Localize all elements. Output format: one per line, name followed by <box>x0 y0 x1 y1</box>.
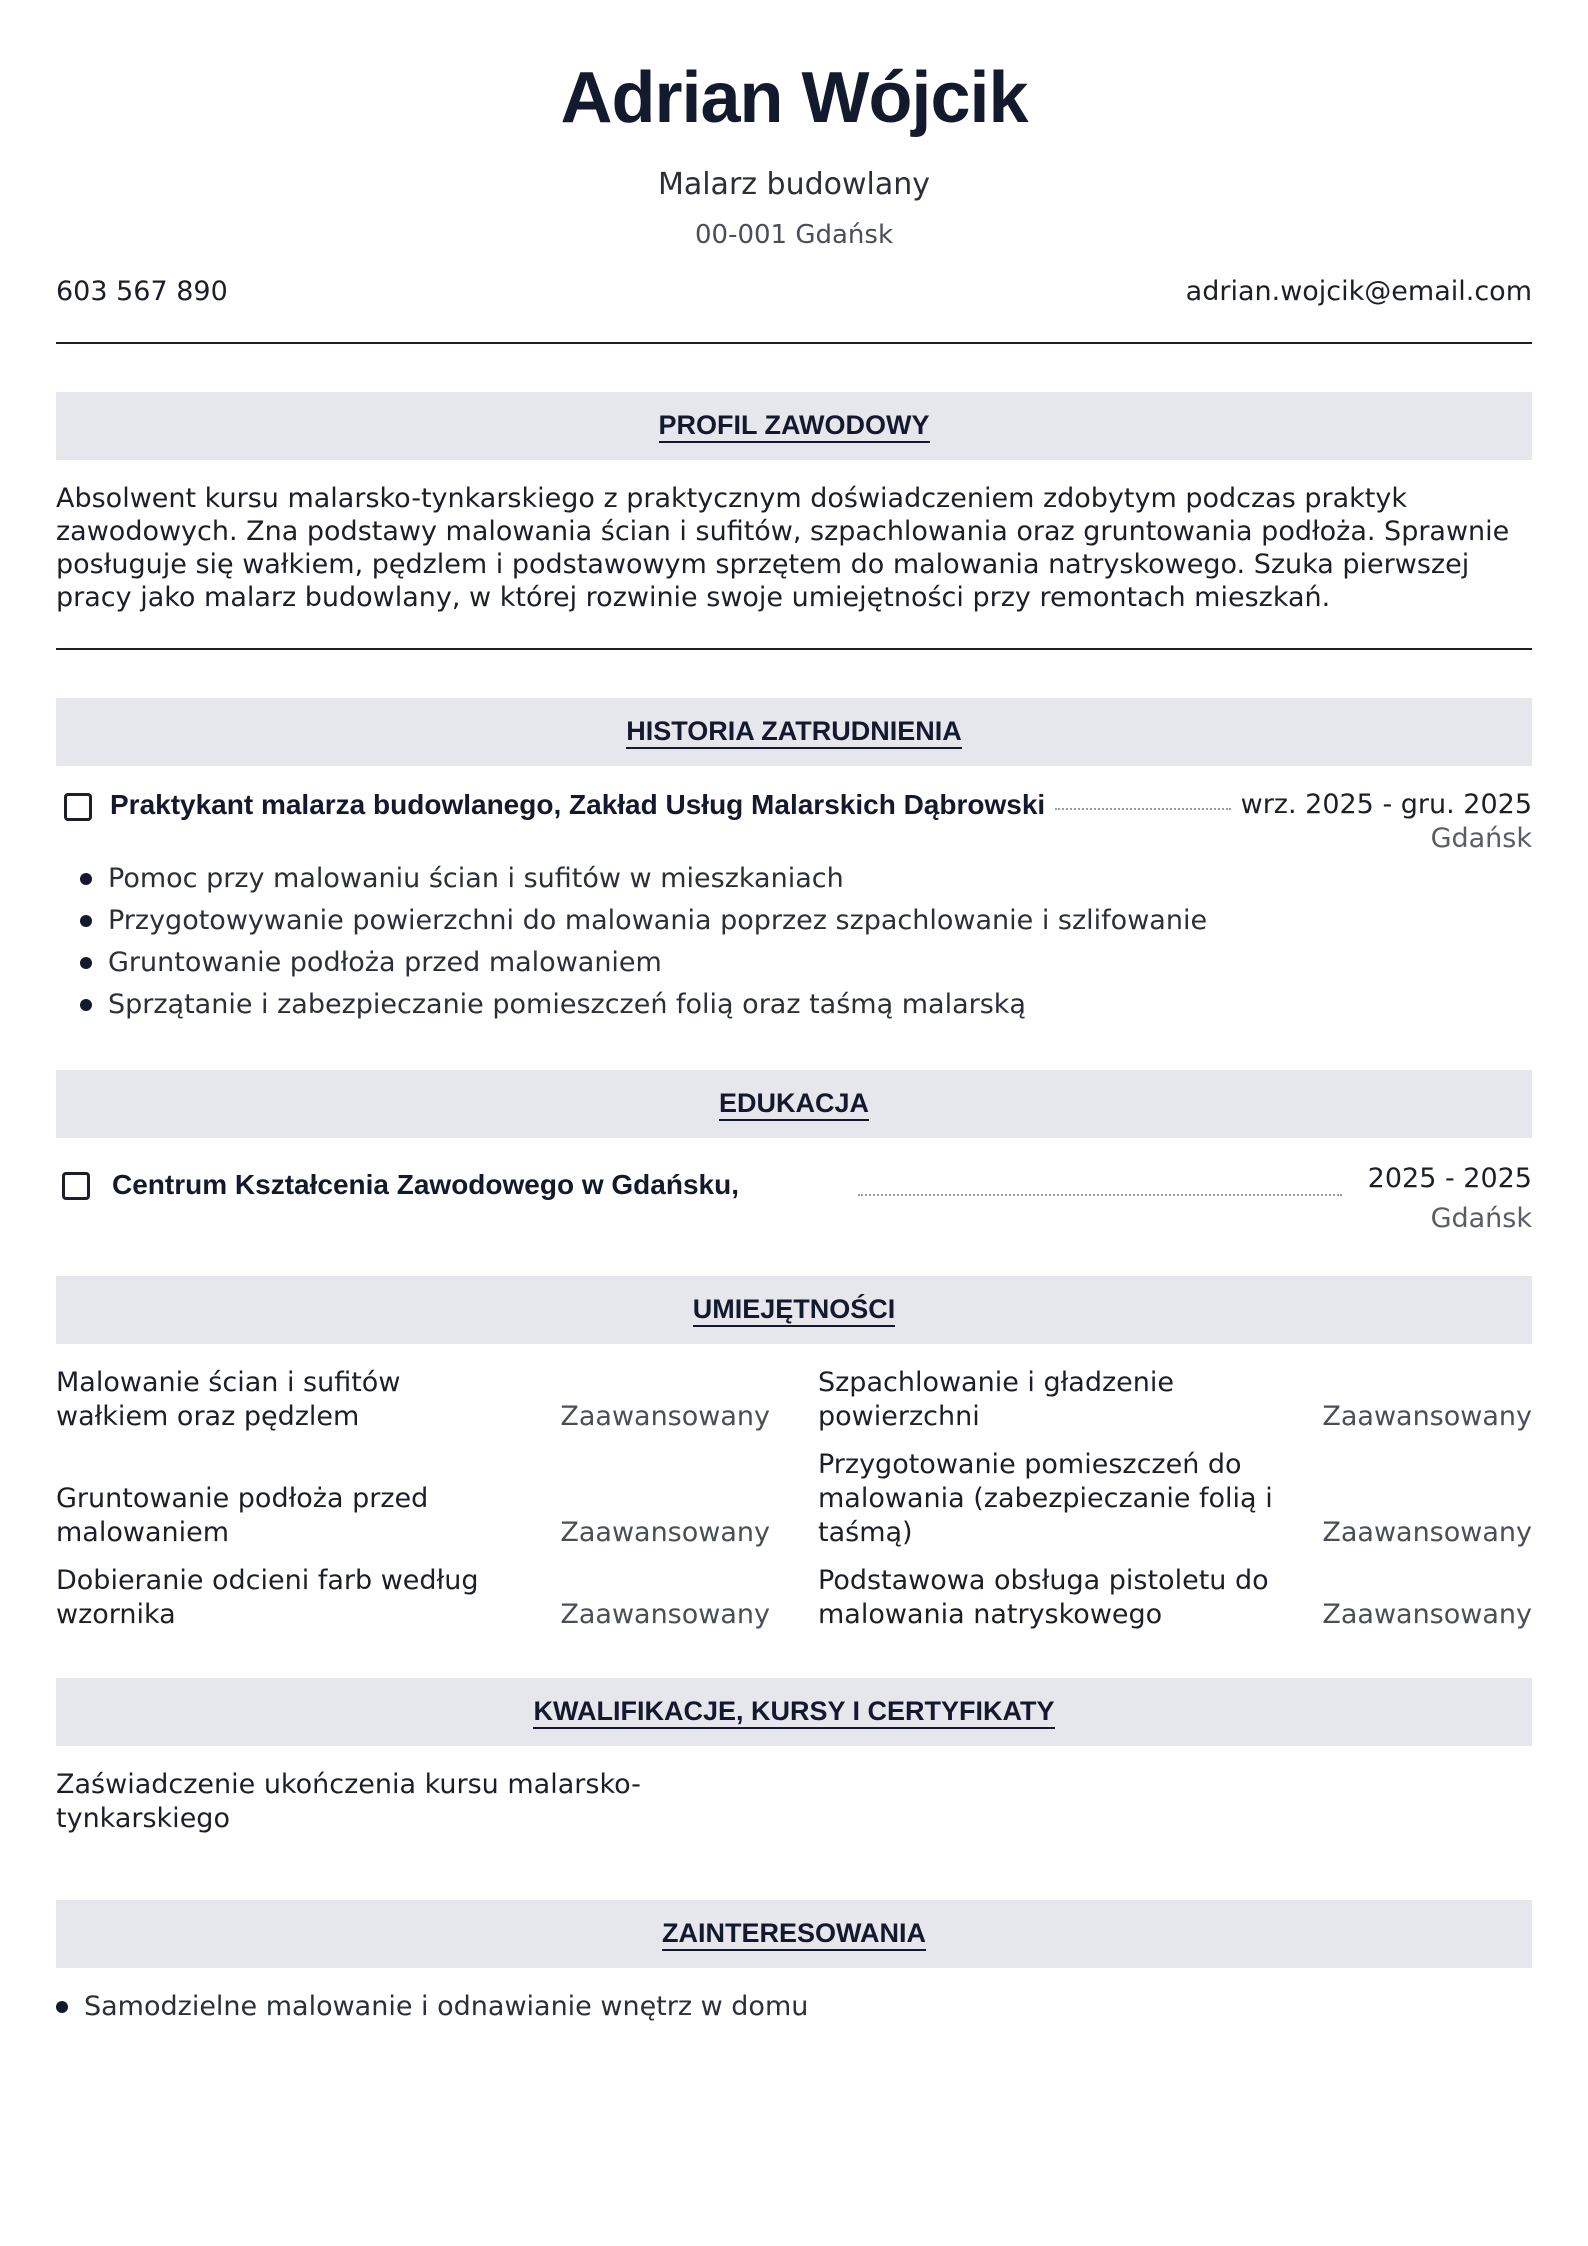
skill-item <box>56 1564 770 1632</box>
section-header-profile <box>56 392 1532 460</box>
skill-name: Dobieranie odcieni farb według wzornika <box>56 1565 479 1630</box>
skill-level: Zaawansowany <box>560 1517 770 1548</box>
section-header-education <box>56 1070 1532 1138</box>
job-title: Malarz budowlany <box>657 167 931 202</box>
skill-level: Zaawansowany <box>560 1599 770 1630</box>
skill-level: Zaawansowany <box>1322 1401 1532 1432</box>
skill-name: Przygotowanie pomieszczeń do malowania (zabezpieczanie folią i taśmą) <box>818 1449 1273 1548</box>
list-item: Sprzątanie i zabezpieczanie pomieszczeń folią oraz taśmą malarską <box>56 984 1532 1026</box>
skill-item <box>818 1448 1532 1550</box>
dotted-leader <box>1055 788 1230 810</box>
skill-level: Zaawansowany <box>560 1401 770 1432</box>
section-title: EDUKACJA <box>719 1088 869 1121</box>
education-dates: 2025 - 2025 <box>1367 1163 1532 1194</box>
section-title: ZAINTERESOWANIA <box>662 1918 926 1951</box>
duties-list <box>56 858 1532 1026</box>
section-header-certificates <box>56 1678 1532 1746</box>
education-entry <box>56 1162 1532 1236</box>
employment-city: Gdańsk <box>1430 823 1532 854</box>
checkbox-icon <box>62 1172 90 1200</box>
education-city: Gdańsk <box>1430 1203 1532 1234</box>
phone: 603 567 890 <box>56 276 228 307</box>
employment-position: Praktykant malarza budowlanego, Zakład Usług Malarskich Dąbrowski <box>110 789 1046 820</box>
education-school: Centrum Kształcenia Zawodowego w Gdańsku, <box>112 1169 739 1200</box>
skill-name: Gruntowanie podłoża przed malowaniem <box>56 1483 429 1548</box>
skill-name: Szpachlowanie i gładzenie powierzchni <box>818 1367 1174 1432</box>
section-title: PROFIL ZAWODOWY <box>659 410 930 443</box>
skill-name: Podstawowa obsługa pistoletu do malowania natryskowego <box>818 1565 1269 1630</box>
skill-name: Malowanie ścian i sufitów wałkiem oraz pędzlem <box>56 1367 401 1432</box>
section-header-skills <box>56 1276 1532 1344</box>
certificate-item: Zaświadczenie ukończenia kursu malarsko-tynkarskiego <box>56 1769 641 1834</box>
skill-item <box>818 1366 1532 1434</box>
section-title: KWALIFIKACJE, KURSY I CERTYFIKATY <box>533 1696 1054 1729</box>
divider <box>56 342 1532 344</box>
skill-item <box>818 1564 1532 1632</box>
divider <box>56 648 1532 650</box>
list-item: Samodzielne malowanie i odnawianie wnętrz w domu <box>56 1986 1532 2028</box>
contact-row <box>56 274 1532 310</box>
section-header-employment <box>56 698 1532 766</box>
list-item: Gruntowanie podłoża przed malowaniem <box>56 942 1532 984</box>
section-title: HISTORIA ZATRUDNIENIA <box>626 716 962 749</box>
section-title: UMIEJĘTNOŚCI <box>693 1294 896 1327</box>
skill-level: Zaawansowany <box>1322 1517 1532 1548</box>
location: 00-001 Gdańsk <box>694 220 894 250</box>
dotted-leader <box>858 1162 1342 1196</box>
skill-level: Zaawansowany <box>1322 1599 1532 1630</box>
employment-entry <box>56 788 1532 1026</box>
profile-text: Absolwent kursu malarsko-tynkarskiego z praktycznym doświadczeniem zdobytym podczas praktyk zawodowych. Zna podstawy malowania ścian i sufitów, szpachlowania oraz gruntowania podłoża. Sprawnie posługuje się wałkiem, pędzlem i podstawowym sprzętem do malowania natryskowego. Szuka pierwszej pracy jako malarz budowlany, w której rozwinie swoje umiejętności przy remontach mieszkań. <box>56 483 1510 613</box>
skills-grid <box>56 1366 1532 1632</box>
email: adrian.wojcik@email.com <box>1185 276 1532 307</box>
list-item: Pomoc przy malowaniu ścian i sufitów w mieszkaniach <box>56 858 1532 900</box>
candidate-name: Adrian Wójcik <box>560 58 1028 138</box>
interests-list <box>56 1986 1532 2028</box>
skill-item <box>56 1448 770 1550</box>
skill-item <box>56 1366 770 1434</box>
section-header-interests <box>56 1900 1532 1968</box>
list-item: Przygotowywanie powierzchni do malowania poprzez szpachlowanie i szlifowanie <box>56 900 1532 942</box>
checkbox-icon <box>64 793 92 821</box>
employment-dates: wrz. 2025 - gru. 2025 <box>1240 789 1532 820</box>
